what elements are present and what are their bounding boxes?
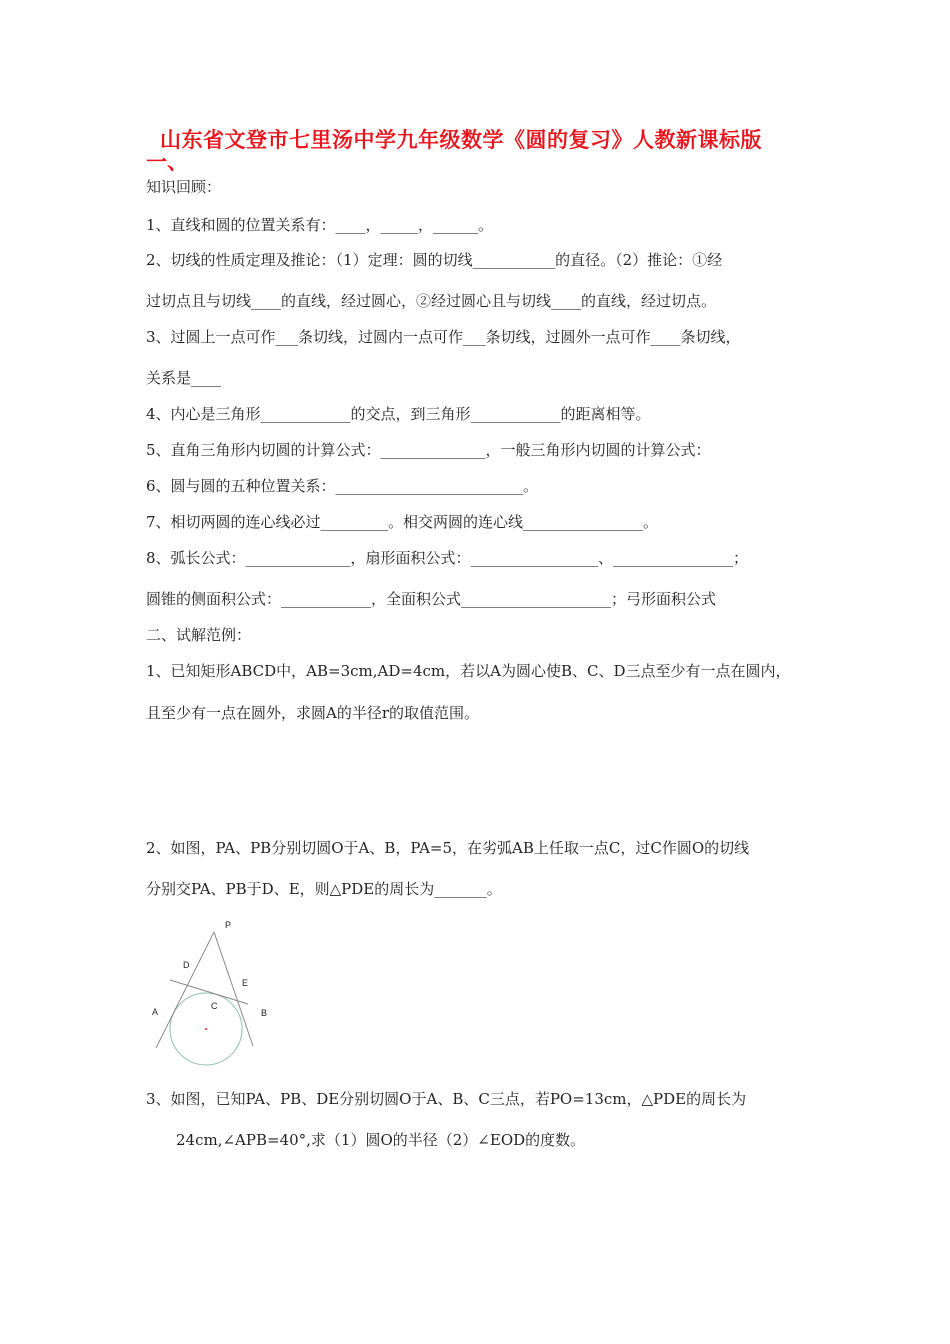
label-d: D — [183, 960, 190, 970]
question-5: 5、直角三角形内切圆的计算公式：______________，一般三角形内切圆的计算公式： — [146, 441, 711, 459]
question-2-continued: 过切点且与切线____的直线，经过圆心，②经过圆心且与切线____的直线，经过切点。 — [146, 292, 717, 310]
label-e: E — [242, 978, 249, 988]
label-p: P — [225, 920, 232, 930]
label-c: C — [211, 1001, 218, 1011]
tangent-line-pa — [156, 932, 214, 1048]
example-3-continued: 24cm,∠APB=40°,求（1）圆O的半径（2）∠EOD的度数。 — [176, 1131, 586, 1149]
example-2-continued: 分别交PA、PB于D、E，则△PDE的周长为_______。 — [146, 880, 502, 898]
question-8: 8、弧长公式：______________，扇形面积公式：_________________、________________； — [146, 549, 749, 567]
tangent-circle-figure — [148, 918, 273, 1068]
document-title: 山东省文登市七里汤中学九年级数学《圆的复习》人教新课标版 — [160, 128, 762, 152]
example-2: 2、如图，PA、PB分别切圆O于A、B，PA=5，在劣弧AB上任取一点C，过C作圆O的切线 — [146, 839, 750, 857]
question-4: 4、内心是三角形____________的交点，到三角形____________的距离相等。 — [146, 405, 651, 423]
question-3: 3、过圆上一点可作___条切线，过圆内一点可作___条切线，过圆外一点可作____条切线， — [146, 328, 741, 346]
document-title-continuation: 一、 — [146, 150, 188, 174]
example-3: 3、如图，已知PA、PB、DE分别切圆O于A、B、C三点，若PO=13cm，△PDE的周长为 — [146, 1090, 747, 1108]
question-8-continued: 圆锥的侧面积公式：____________，全面积公式____________________；弓形面积公式 — [146, 590, 717, 608]
question-2: 2、切线的性质定理及推论：（1）定理：圆的切线___________的直径。（2）推论：①经 — [146, 251, 723, 269]
question-1: 1、直线和圆的位置关系有：____，_____，______。 — [146, 216, 494, 234]
tangent-line-de — [170, 980, 248, 1004]
section-worked-examples: 二、试解范例： — [146, 626, 252, 644]
example-1: 1、已知矩形ABCD中，AB=3cm,AD=4cm，若以A为圆心使B、C、D三点至少有一点在圆内， — [146, 662, 791, 680]
section-knowledge-review: 知识回顾： — [146, 178, 222, 196]
question-3-continued: 关系是____ — [146, 369, 222, 387]
question-7: 7、相切两圆的连心线必过_________。相交两圆的连心线________________。 — [146, 513, 659, 531]
question-6: 6、圆与圆的五种位置关系：_________________________。 — [146, 477, 539, 495]
tangent-line-pb — [214, 932, 253, 1046]
example-1-continued: 且至少有一点在圆外，求圆A的半径r的取值范围。 — [146, 704, 480, 722]
center-point — [205, 1028, 207, 1030]
label-a: A — [152, 1007, 159, 1017]
label-b: B — [261, 1008, 268, 1018]
